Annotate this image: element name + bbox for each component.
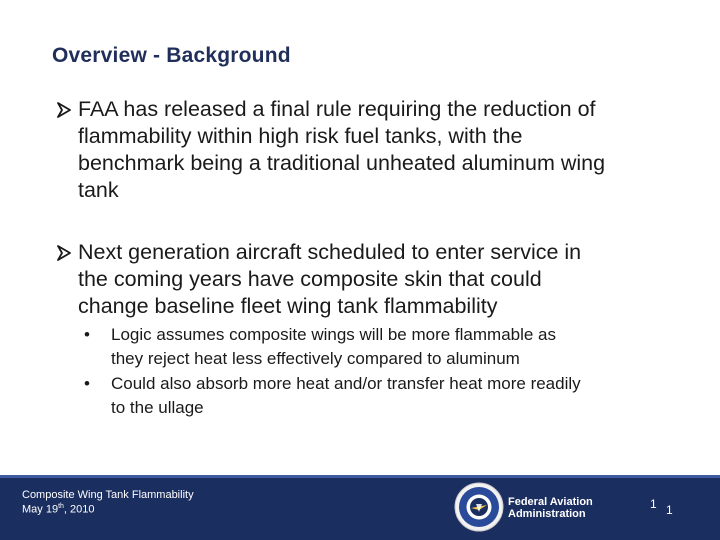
sub-bullet-2-line-2: to the ullage <box>111 398 204 417</box>
sub-bullet-1-line-1: Logic assumes composite wings will be more flammable as <box>111 325 557 344</box>
sub-bullet-2-line-1: Could also absorb more heat and/or transfer heat more readily <box>111 374 581 393</box>
arrowhead-bullet-icon <box>56 96 74 123</box>
sub-bullet-dot: • <box>84 325 90 344</box>
sub-bullet-2 <box>84 372 684 420</box>
bullet-2-line-2: the coming years have composite skin that could <box>78 267 542 291</box>
footer-date-prefix: May 19 <box>22 503 59 516</box>
bullet-2-line-1: Next generation aircraft scheduled to enter service in <box>78 240 582 264</box>
sub-bullet-1-text <box>111 323 684 371</box>
page-number-a: 1 <box>650 497 657 511</box>
bullet-2-line-3: change baseline fleet wing tank flammability <box>78 294 498 318</box>
bullet-1 <box>56 96 696 204</box>
footer-presentation-info <box>22 489 194 516</box>
arrowhead-bullet-icon <box>56 239 74 266</box>
footer-presentation-title: Composite Wing Tank Flammability <box>22 489 194 501</box>
page-number-b: 1 <box>666 503 673 517</box>
footer-date-suffix: th <box>58 503 64 510</box>
bullet-1-line-4: tank <box>78 178 119 202</box>
footer-divider <box>0 475 720 478</box>
agency-line-2: Administration <box>508 508 586 520</box>
bullet-1-line-1: FAA has released a final rule requiring the reduction of <box>78 97 596 121</box>
bullet-1-text <box>78 96 696 204</box>
footer-date <box>22 501 194 516</box>
sub-bullet-1-line-2: they reject heat less effectively compared to aluminum <box>111 349 520 368</box>
bullet-2-text <box>78 239 696 320</box>
bullet-1-line-3: benchmark being a traditional unheated aluminum wing <box>78 151 606 175</box>
footer-date-rest: , 2010 <box>63 503 95 516</box>
sub-bullet-1 <box>84 323 684 371</box>
agency-name <box>508 496 593 520</box>
slide-title: Overview - Background <box>52 44 291 67</box>
sub-bullet-2-text <box>111 372 684 420</box>
sub-bullet-dot: • <box>84 374 90 393</box>
bullet-1-line-2: flammability within high risk fuel tanks, with the <box>78 124 523 148</box>
agency-line-1: Federal Aviation <box>508 496 593 508</box>
faa-seal-logo <box>454 482 504 532</box>
bullet-2 <box>56 239 696 320</box>
